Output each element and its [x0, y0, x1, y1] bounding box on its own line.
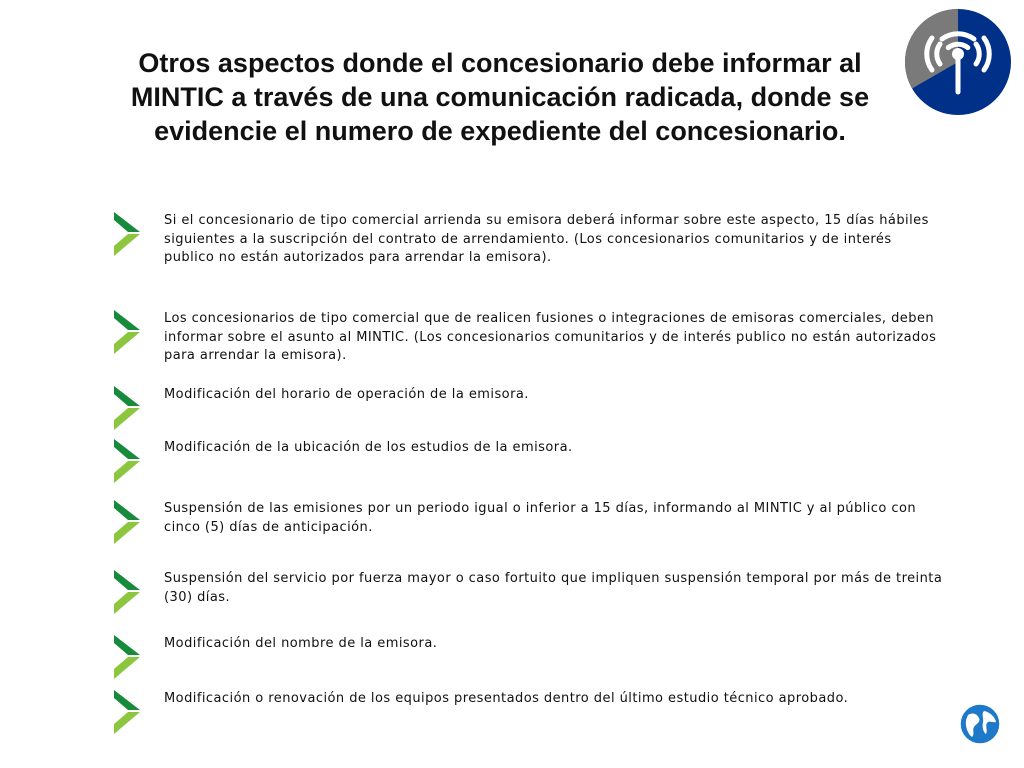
list-item-text: Los concesionarios de tipo comercial que de realicen fusiones o integraciones de emisoras comerciales, deben informar sobre el asunto al MINTIC. (Los concesionarios comunitarios y de interés publico no están autorizados para arrendar la emisora). — [164, 311, 937, 364]
list-item-text: Modificación o renovación de los equipos presentados dentro del último estudio técnico aprobado. — [164, 691, 849, 706]
chevron-bullet-icon — [112, 635, 142, 679]
slide-title: Otros aspectos donde el concesionario debe informar al MINTIC a través de una comunicación radicada, donde se evidencie el numero de expediente del concesionario. — [130, 48, 870, 146]
chevron-bullet-icon — [112, 500, 142, 544]
list-item-text: Si el concesionario de tipo comercial arrienda su emisora deberá informar sobre este aspecto, 15 días hábiles siguientes a la suscripción del contrato de arrendamiento. (Los concesionarios comunitarios y de interés publico no están autorizados para arrendar la emisora). — [164, 213, 929, 266]
globe-icon[interactable] — [959, 703, 1001, 745]
list-item-text: Modificación de la ubicación de los estudios de la emisora. — [164, 440, 573, 455]
list-item-text: Modificación del nombre de la emisora. — [164, 636, 438, 651]
broadcast-logo-icon — [904, 8, 1012, 116]
list-item-text: Suspensión de las emisiones por un periodo igual o inferior a 15 días, informando al MINTIC y al público con cinco (5) días de anticipación. — [164, 501, 917, 535]
list-item-text: Modificación del horario de operación de la emisora. — [164, 387, 529, 402]
chevron-bullet-icon — [112, 690, 142, 734]
chevron-bullet-icon — [112, 386, 142, 430]
chevron-bullet-icon — [112, 212, 142, 256]
list-item-text: Suspensión del servicio por fuerza mayor o caso fortuito que impliquen suspensión temporal por más de treinta (30) días. — [164, 571, 943, 605]
chevron-bullet-icon — [112, 310, 142, 354]
chevron-bullet-icon — [112, 439, 142, 483]
chevron-bullet-icon — [112, 570, 142, 614]
